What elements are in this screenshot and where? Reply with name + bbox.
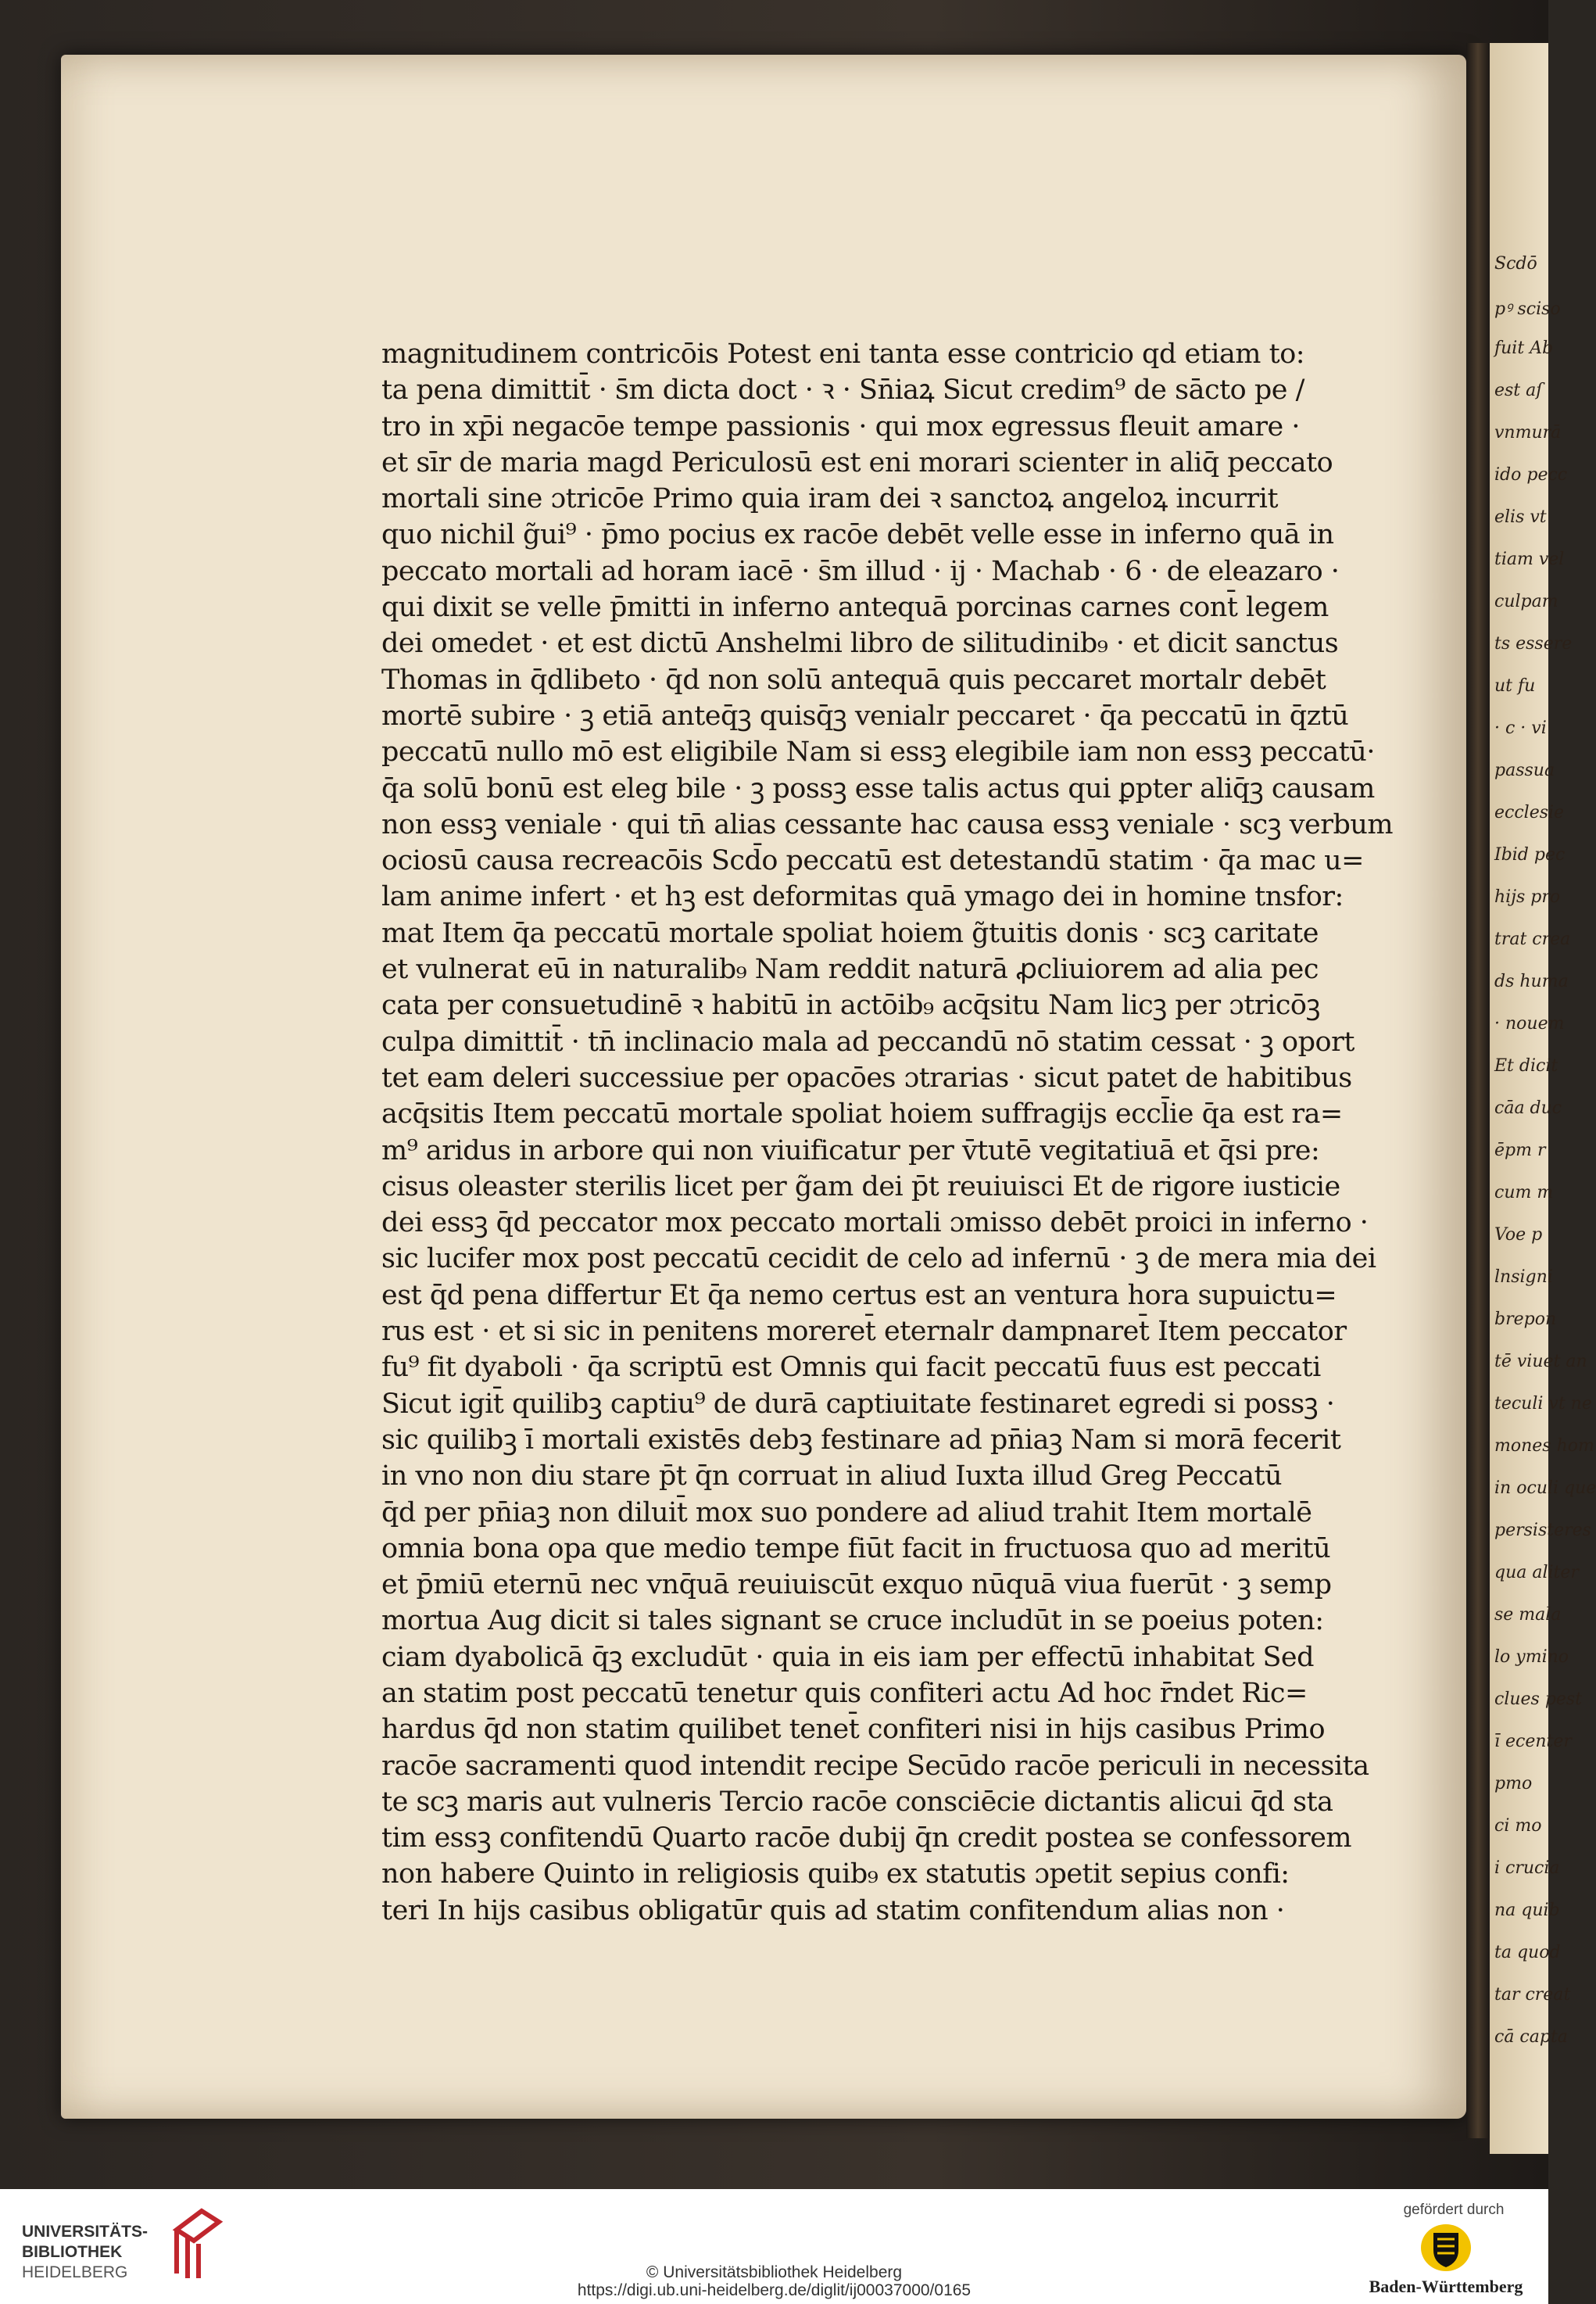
manuscript-line: culpa dimittit̄ · tn̄ inclinacio mala ad peccandū nō statim cessat · ꝫ oport	[381, 1026, 1354, 1058]
manuscript-line: q̄d per pn̄iaꝫ non diluit̄ mox suo pondere ad aliud trahit Item mortalē	[381, 1496, 1312, 1528]
manuscript-line: tro in xp̄i negacōe tempe passionis · qui mox egressus fleuit amare ·	[381, 410, 1301, 443]
manuscript-line: ciam dyabolicā q̄ꝫ excludūt · quia in eis iam per effectū inhabitat Sed	[381, 1641, 1315, 1673]
funder-name: Baden-Württemberg	[1369, 2277, 1523, 2296]
manuscript-line: dei essꝫ q̄d peccator mox peccato mortali ɔmisso debēt proici in inferno ·	[381, 1207, 1369, 1239]
adjacent-page-fragment: mones hom	[1494, 1436, 1594, 1456]
manuscript-line: cata per consuetudinē ꝛ habitū in actōib₉ acq̄situ Nam licꝫ per ɔtricōꝫ	[381, 990, 1320, 1022]
manuscript-line: sic lucifer mox post peccatū cecidit de celo ad infernū · ꝫ de mera mia dei	[381, 1243, 1376, 1275]
manuscript-line: tet eam deleri successiue per opacōes ɔtrarias · sicut patet de habitibus	[381, 1062, 1352, 1094]
footer	[0, 2189, 1548, 2304]
adjacent-page-fragment: hijs pro	[1494, 887, 1561, 907]
adjacent-page-fragment: ts essere	[1494, 634, 1573, 654]
adjacent-page-fragment: ī ecenter	[1494, 1732, 1572, 1751]
adjacent-page-fragment: ut fu	[1494, 676, 1536, 696]
adjacent-page-fragment: tiam vel	[1494, 550, 1565, 569]
adjacent-page-fragment: ci mo	[1494, 1816, 1542, 1836]
manuscript-line: magnitudinem contricōis Potest eni tanta esse contricio qd etiam to:	[381, 339, 1305, 370]
adjacent-page-fragment: est aſ	[1494, 381, 1543, 400]
adjacent-page-fragment: Voe p	[1494, 1225, 1543, 1245]
manuscript-line: quo nichil g̃ui⁹ · p̄mo pocius ex racōe debēt velle esse in inferno quā in	[381, 519, 1334, 551]
adjacent-page-fragment: vnmurā	[1494, 423, 1562, 443]
baden-wuerttemberg-emblem-icon	[1415, 2222, 1477, 2274]
manuscript-line: q̄a solū bonū est eleg bile · ꝫ possꝫ esse talis actus qui ꝑpter aliq̄ꝫ causam	[381, 772, 1375, 804]
library-name-line1: UNIVERSITÄTS-	[22, 2223, 149, 2241]
adjacent-page-fragment: cāa duc	[1494, 1098, 1562, 1118]
manuscript-line: non habere Quinto in religiosis quib₉ ex statutis ɔpetit sepius confi:	[381, 1858, 1290, 1890]
manuscript-line: dei omedet · et est dictū Anshelmi libro de silitudinib₉ · et dicit sanctus	[381, 628, 1339, 660]
manuscript-line: m⁹ aridus in arbore qui non viuificatur per v̄tutē vegitatiuā et q̄si pre:	[381, 1134, 1320, 1166]
copyright-notice: © Universitätsbibliothek Heidelberg	[646, 2263, 903, 2281]
adjacent-page-fragment: · nouem	[1494, 1014, 1565, 1034]
adjacent-page-fragment: teculi vt ne	[1494, 1394, 1592, 1414]
adjacent-page-fragment: Ibid pec	[1494, 845, 1566, 865]
adjacent-page-fragment: tē viuet an	[1494, 1352, 1587, 1371]
manuscript-line: qui dixit se velle p̄mitti in inferno antequā porcinas carnes cont̄ legem	[381, 592, 1329, 624]
adjacent-page-fragment: ds huma	[1494, 972, 1569, 991]
adjacent-page-fragment: passua	[1494, 761, 1555, 780]
manuscript-line: sic quilibꝫ ī mortali existēs debꝫ festinare ad pn̄iaꝫ Nam si morā fecerit	[381, 1424, 1341, 1456]
adjacent-page-fragment: ta quod	[1494, 1943, 1561, 1962]
adjacent-page-fragment: elis vt	[1494, 507, 1547, 527]
adjacent-page-fragment: cā capta	[1494, 2027, 1568, 2047]
adjacent-page-fragment: persisteres	[1494, 1521, 1591, 1540]
manuscript-line: an statim post peccatū tenetur quis confiteri actu Ad hoc r̄ndet Ric=	[381, 1677, 1308, 1709]
manuscript-line: te scꝫ maris aut vulneris Tercio racōe consciēcie dictantis alicui q̄d sta	[381, 1786, 1333, 1818]
library-name-line2: BIBLIOTHEK	[22, 2243, 123, 2261]
manuscript-line: Sicut igit̄ quilibꝫ captiu⁹ de durā captiuitate festinaret egredi si possꝫ ·	[381, 1388, 1335, 1420]
manuscript-line: mortē subire · ꝫ etiā anteq̄ꝫ quisq̄ꝫ venialr peccaret · q̄a peccatū in q̄ztū	[381, 700, 1349, 732]
adjacent-page-fragment: i crucia	[1494, 1858, 1560, 1878]
adjacent-page-edge	[1490, 43, 1596, 2154]
manuscript-line: ta pena dimittit̄ · s̄m dicta doct · ꝛ · Sn̄iaꝝ Sicut credim⁹ de sācto pe /	[381, 374, 1304, 407]
manuscript-line: peccato mortali ad horam iacē · s̄m illud · ij · Machab · 6 · de eleazaro ·	[381, 555, 1340, 587]
library-name-line3: HEIDELBERG	[22, 2263, 128, 2281]
manuscript-line: non essꝫ veniale · qui tn̄ alias cessante hac causa essꝫ veniale · scꝫ verbum	[381, 808, 1394, 840]
funded-by-label: gefördert durch	[1403, 2202, 1505, 2218]
adjacent-page-fragment: se mala	[1494, 1605, 1562, 1625]
adjacent-page-fragment: trat crea	[1494, 930, 1571, 949]
manuscript-text	[381, 336, 1394, 1929]
manuscript-line: et vulnerat eū in naturalib₉ Nam reddit naturā ꝓcliuiorem ad alia pec	[381, 954, 1319, 986]
manuscript-page	[61, 55, 1466, 2119]
manuscript-line: fu⁹ fit dyaboli · q̄a scriptū est Omnis qui facit peccatū fuus est peccati	[381, 1352, 1321, 1384]
manuscript-line: et sīr de maria magd Periculosū est eni morari scienter in aliq̄ peccato	[381, 446, 1333, 478]
adjacent-page-fragment: pmo	[1494, 1774, 1533, 1793]
adjacent-page-fragment: clues pest	[1494, 1689, 1583, 1709]
manuscript-line: et p̄miū eternū nec vnq̄uā reuiuiscūt exquo nūquā viua fuerūt · ꝫ semp	[381, 1569, 1332, 1601]
manuscript-line: rus est · et si sic in penitens moreret̄ eternalr dampnaret̄ Item peccator	[381, 1316, 1347, 1348]
manuscript-line: in vno non diu stare p̄t q̄n corruat in aliud Iuxta illud Greg Peccatū	[381, 1460, 1283, 1492]
manuscript-line: omnia bona opa que medio tempe fiūt facit in fructuosa quo ad meritū	[381, 1532, 1331, 1564]
adjacent-page-fragment: cum m	[1494, 1183, 1554, 1202]
adjacent-page-fragment: brepon	[1494, 1310, 1557, 1329]
adjacent-page-fragment: Et dicit	[1494, 1056, 1558, 1076]
adjacent-page-fragment: in oculi que	[1494, 1478, 1596, 1498]
adjacent-page-fragment: lo ymino	[1494, 1647, 1569, 1667]
manuscript-line: ociosū causa recreacōis Scd̄o peccatū est detestandū statim · q̄a mac u=	[381, 845, 1364, 877]
manuscript-line: lam anime infert · et hꝫ est deformitas quā ymago dei in homine tnsfor:	[381, 881, 1344, 913]
adjacent-page-fragment: qua aliter	[1494, 1563, 1579, 1582]
adjacent-page-fragment: na quib	[1494, 1901, 1560, 1920]
adjacent-page-fragment: lnsigni	[1494, 1267, 1553, 1287]
manuscript-line: mat Item q̄a peccatū mortale spoliat hoiem g̃tuitis donis · scꝫ caritate	[381, 917, 1319, 949]
manuscript-line: cisus oleaster sterilis licet per g̃am dei p̄t reuiuisci Et de rigore iusticie	[381, 1170, 1340, 1202]
adjacent-page-fragment: ecclesie	[1494, 803, 1565, 822]
page-url[interactable]: https://digi.ub.uni-heidelberg.de/diglit/ij00037000/0165	[577, 2281, 972, 2299]
manuscript-line: racōe sacramenti quod intendit recipe Secūdo racōe periculi in necessita	[381, 1750, 1369, 1782]
book-gutter	[1466, 43, 1490, 2138]
manuscript-line: acq̄sitis Item peccatū mortale spoliat hoiem suffragijs eccl̄ie q̄a est ra=	[381, 1098, 1343, 1131]
manuscript-line: hardus q̄d non statim quilibet tenet̄ confiteri nisi in hijs casibus Primo	[381, 1714, 1326, 1746]
manuscript-line: mortali sine ɔtricōe Primo quia iram dei ꝛ sanctoꝝ angeloꝝ incurrit	[381, 483, 1279, 515]
manuscript-line: teri In hijs casibus obligatūr quis ad statim confitendum alias non ·	[381, 1894, 1285, 1926]
adjacent-page-fragment: pꝰ sciso	[1494, 299, 1561, 319]
manuscript-line: tim essꝫ confitendū Quarto racōe dubij q̄n credit postea se confessorem	[381, 1822, 1352, 1854]
manuscript-line: mortua Aug dicit si tales signant se cruce includūt in se poeius poten:	[381, 1605, 1324, 1637]
manuscript-line: peccatū nullo mō est eligibile Nam si essꝫ elegibile iam non essꝫ peccatū·	[381, 736, 1375, 769]
adjacent-page-fragment: Scdō	[1494, 254, 1537, 274]
manuscript-line: Thomas in q̄dlibeto · q̄d non solū antequā quis peccaret mortalr debēt	[381, 664, 1326, 696]
adjacent-page-fragment: culpam	[1494, 592, 1558, 611]
adjacent-page-fragment: fuit Ab	[1494, 339, 1554, 358]
adjacent-page-fragment: tar creat	[1494, 1985, 1571, 2005]
manuscript-line: est q̄d pena differtur Et q̄a nemo certus est an ventura hora supuictu=	[381, 1279, 1337, 1311]
adjacent-page-fragment: ido pecc	[1494, 465, 1568, 485]
adjacent-page-fragment: · c · vi	[1494, 718, 1547, 738]
adjacent-page-fragment: ēpm r	[1494, 1141, 1546, 1160]
